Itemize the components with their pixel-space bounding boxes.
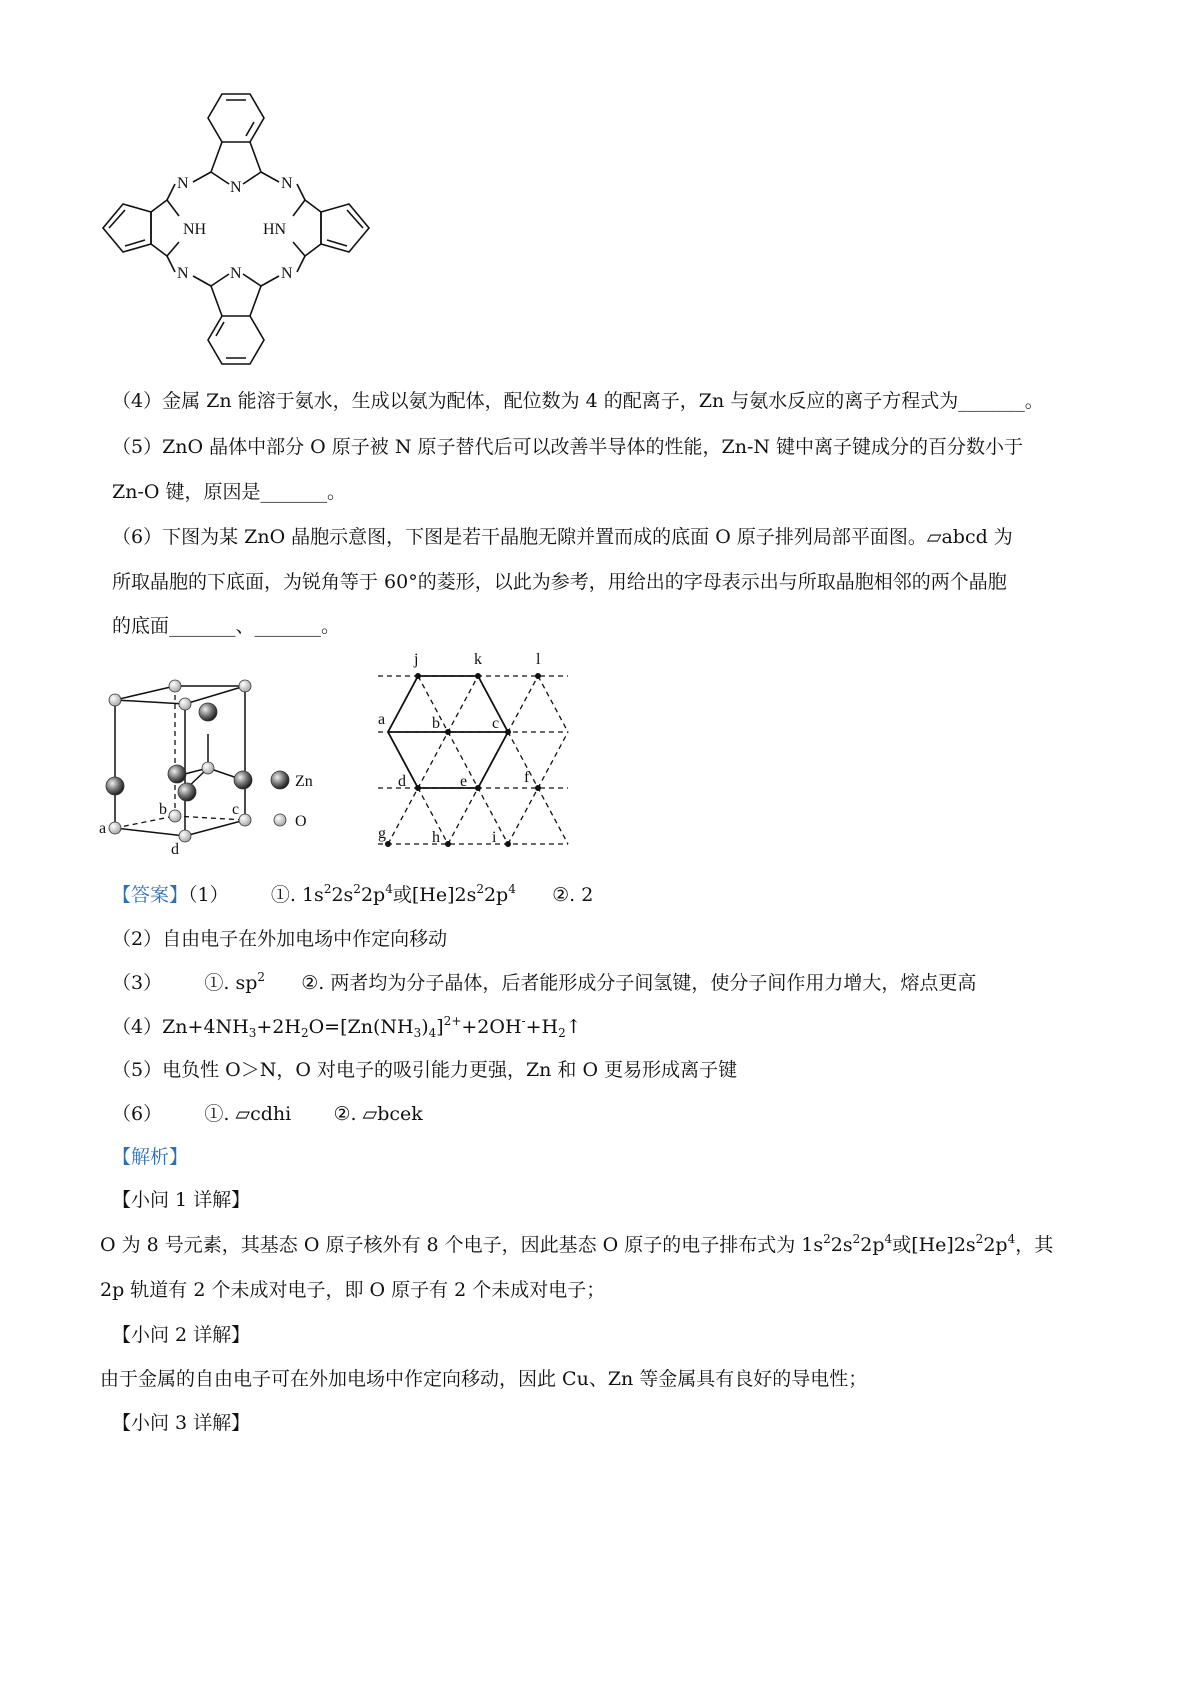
- label-d: d: [398, 773, 406, 790]
- label-d: d: [171, 841, 179, 858]
- answer-line-1: 【答案】（1） ①. $1s^22s^22p^4$或$[He]2s^22p^4$ ②. 2: [112, 882, 594, 906]
- n-label: N: [177, 175, 189, 192]
- label-c: c: [232, 801, 240, 818]
- label-a: a: [99, 820, 107, 837]
- label-i: i: [492, 829, 497, 846]
- question-6-line3: 的底面_______、_______。: [112, 615, 341, 637]
- answer-tag: 【答案】: [112, 884, 189, 906]
- analysis-2-line1: 由于金属的自由电子可在外加电场中作定向移动，因此 Cu、Zn 等金属具有良好的导电性；: [100, 1368, 868, 1390]
- label-a: a: [378, 711, 386, 728]
- nh-label: NH: [183, 221, 207, 238]
- answer-line-6: （6） ①. ▱cdhi ②. ▱bcek: [112, 1103, 423, 1125]
- question-4: （4）金属 Zn 能溶于氨水，生成以氨为配体，配位数为 4 的配离子，Zn 与氨水反应的离子方程式为_______。: [112, 390, 1044, 412]
- label-e: e: [460, 773, 468, 790]
- answer-line-4: $(4)Zn+4NH_3+2H_2O=[Zn(NH_3)_4]^{2+}+2OH^-+H_2↑$: [112, 1014, 582, 1040]
- label-h: h: [432, 829, 440, 846]
- n-label: N: [230, 265, 242, 282]
- label-j: j: [414, 651, 419, 668]
- n-label: N: [230, 179, 242, 196]
- analysis-tag: 【解析】: [112, 1146, 189, 1168]
- lattice-plane-figure: [378, 648, 578, 858]
- label-b: b: [432, 715, 440, 732]
- phthalocyanine-structure: [95, 80, 395, 380]
- answer-line-5: （5）电负性 O＞N，O 对电子的吸引能力更强，Zn 和 O 更易形成离子键: [112, 1059, 738, 1081]
- sub-question-1-heading: 【小问 1 详解】: [112, 1189, 251, 1211]
- label-k: k: [474, 651, 482, 668]
- answer-line-3: （3） ①. $sp^2$ ②. 两者均为分子晶体，后者能形成分子间氢键，使分子间作用力增大，熔点更高: [112, 970, 977, 994]
- legend-zn: Zn: [295, 773, 313, 790]
- n-label: N: [177, 265, 189, 282]
- question-5-line1: （5）ZnO 晶体中部分 O 原子被 N 原子替代后可以改善半导体的性能，Zn-N 键中离子键成分的百分数小于: [112, 436, 1024, 458]
- label-g: g: [378, 825, 386, 842]
- hn-label: HN: [263, 221, 287, 238]
- label-b: b: [159, 801, 167, 818]
- label-f: f: [524, 769, 530, 786]
- analysis-1-line2: 2p 轨道有 2 个未成对电子，即 O 原子有 2 个未成对电子；: [100, 1279, 606, 1301]
- n-label: N: [281, 265, 293, 282]
- zno-unit-cell-figure: [95, 668, 355, 858]
- question-6-line2: 所取晶胞的下底面，为锐角等于 60°的菱形，以此为参考，用给出的字母表示出与所取晶胞相邻的两个晶胞: [112, 571, 1007, 593]
- analysis-1-line1: O 为 8 号元素，其基态 O 原子核外有 8 个电子，因此基态 O 原子的电子排布式为 $1s^22s^22p^4$或$[He]2s^22p^4$，其: [100, 1232, 1054, 1256]
- label-l: l: [536, 651, 541, 668]
- sub-question-3-heading: 【小问 3 详解】: [112, 1412, 251, 1434]
- legend-o: O: [295, 813, 307, 830]
- n-label: N: [281, 175, 293, 192]
- question-5-line2: Zn-O 键，原因是_______。: [112, 481, 346, 503]
- label-c: c: [492, 715, 500, 732]
- answer-line-2: （2）自由电子在外加电场中作定向移动: [112, 928, 448, 950]
- question-6-line1: （6）下图为某 ZnO 晶胞示意图，下图是若干晶胞无隙并置而成的底面 O 原子排列局部平面图。▱abcd 为: [112, 526, 1013, 548]
- sub-question-2-heading: 【小问 2 详解】: [112, 1324, 251, 1346]
